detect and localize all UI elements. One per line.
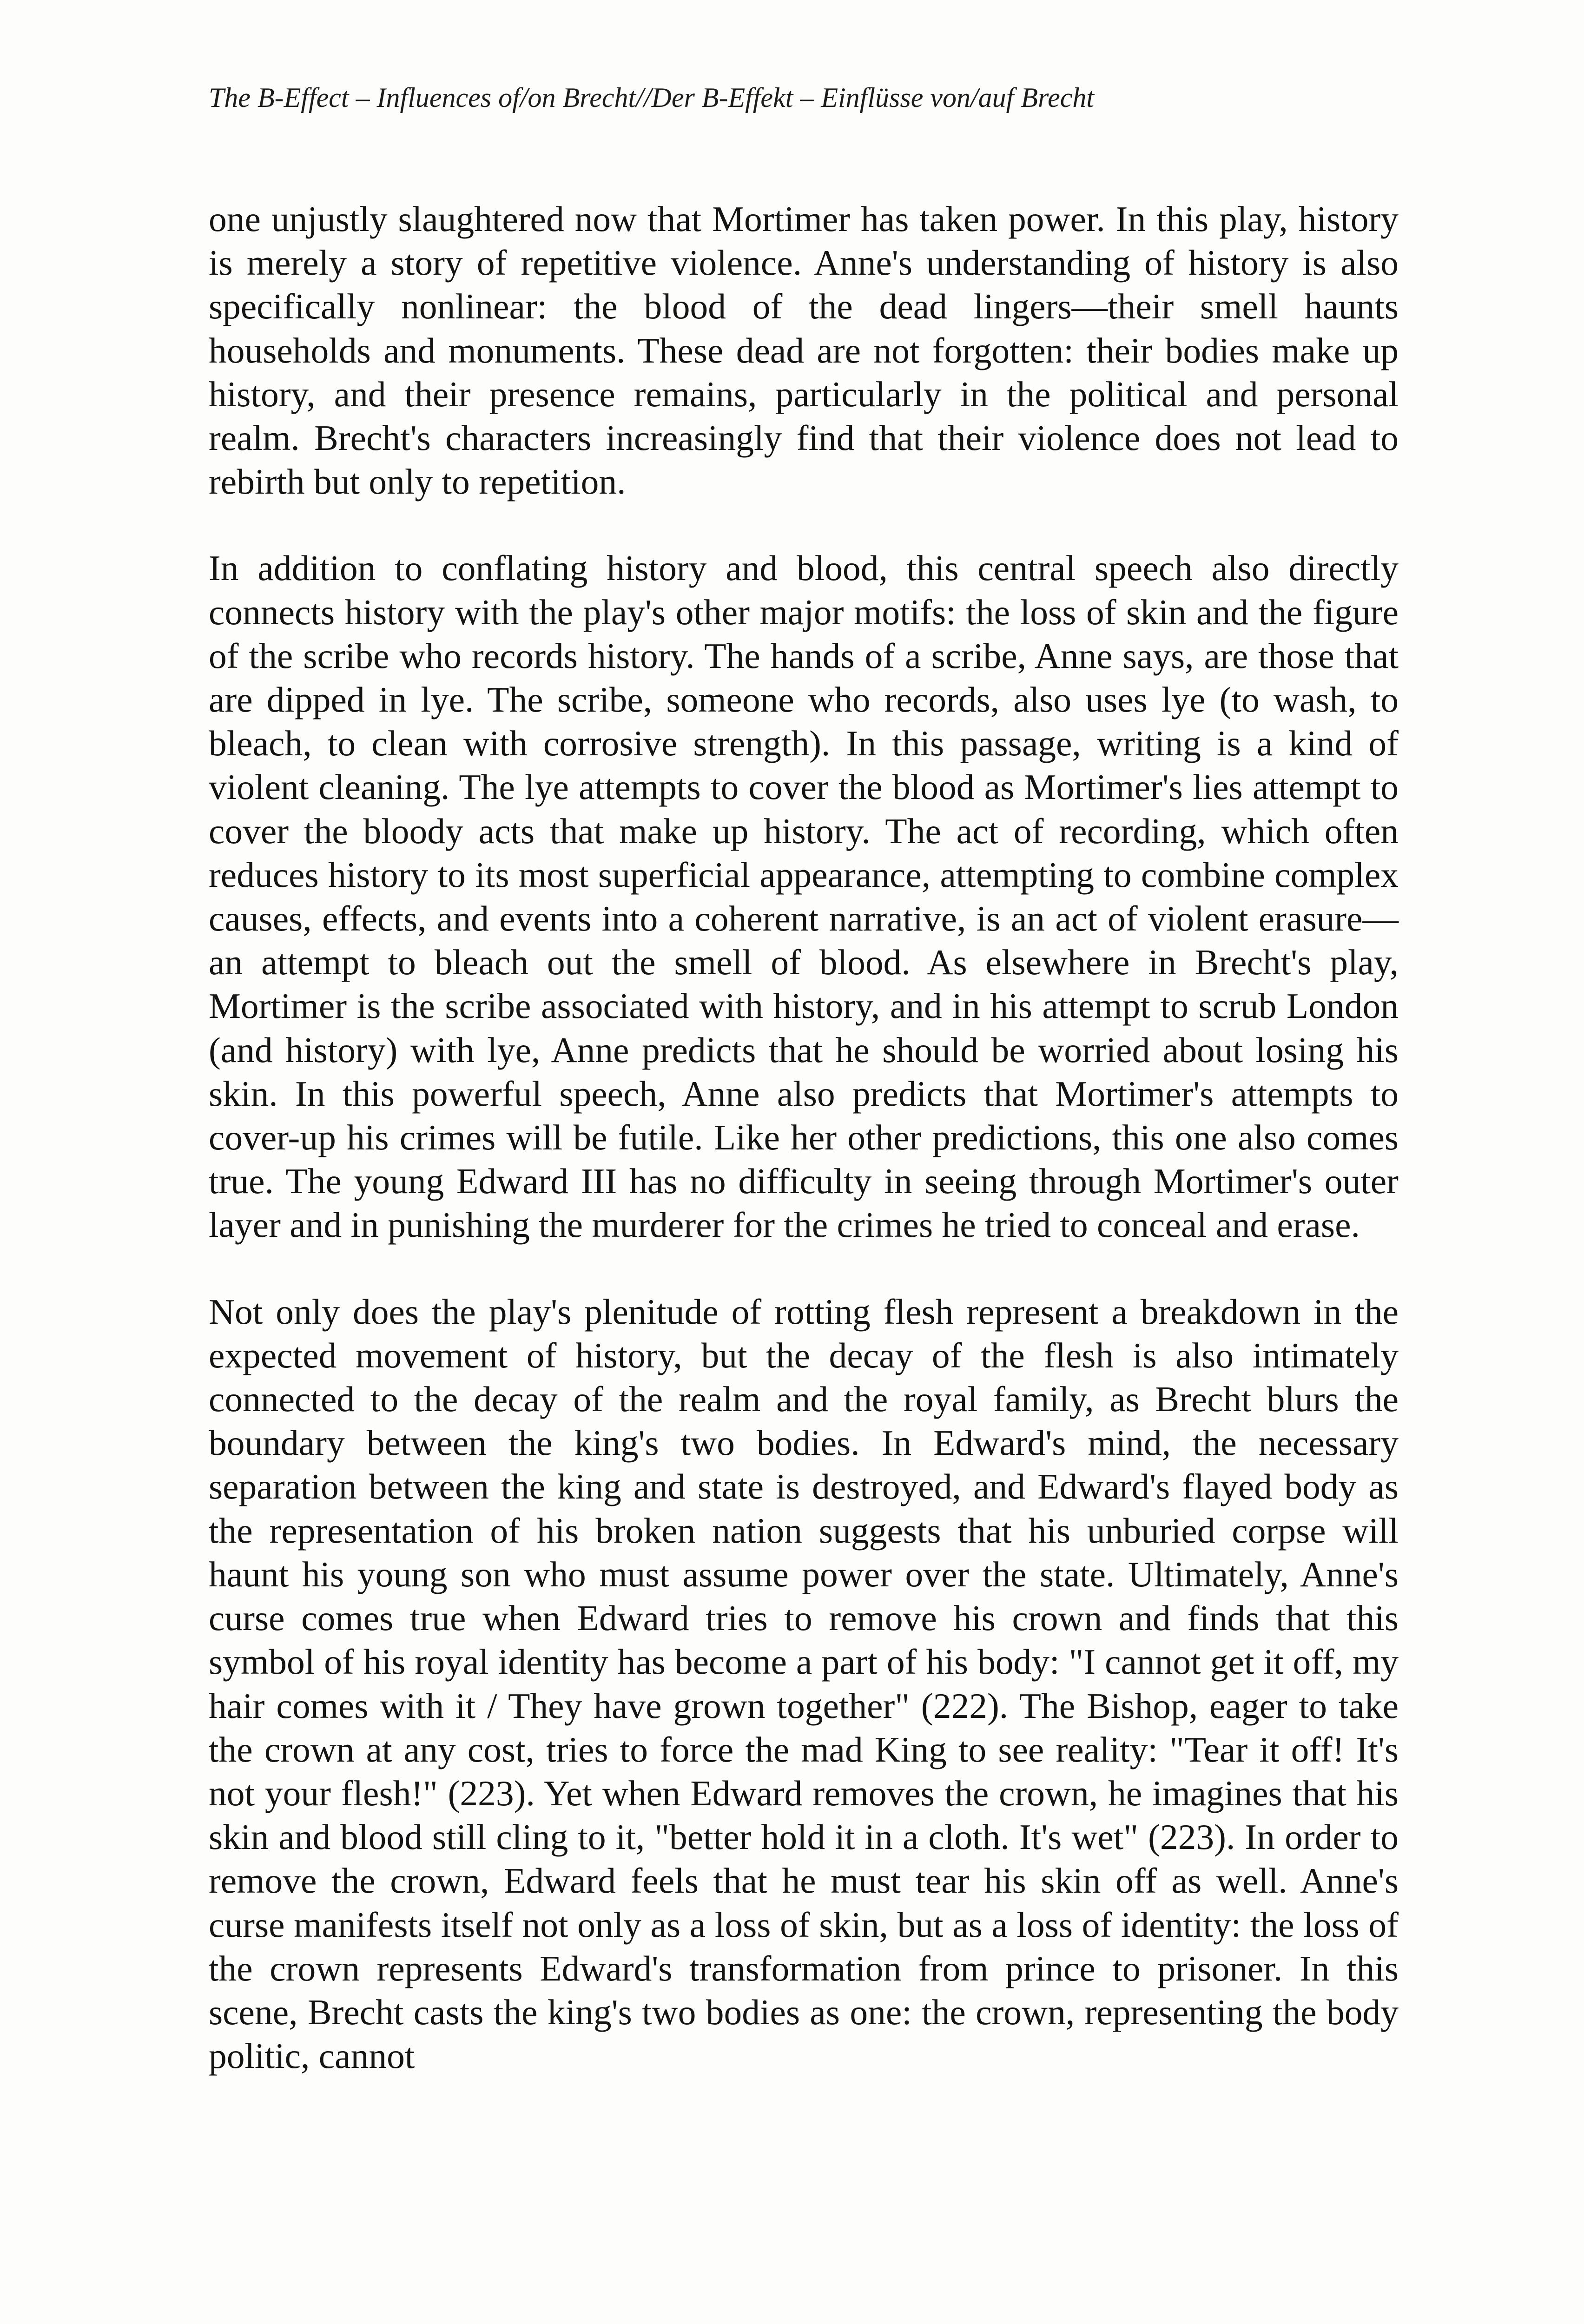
paragraph-2: In addition to conflating history and blood, this central speech also directly connects history with the play's other major motifs: the loss of skin and the figure of the scribe who records history. The hands of a scribe, Anne says, are those that are dipped in lye. The scribe, someone who records, also uses lye (to wash, to bleach, to clean with corrosive strength). In this passage, writing is a kind of violent cleaning. The lye attempts to cover the blood as Mortimer's lies attempt to cover the bloody acts that make up history. The act of recording, which often reduces history to its most superficial appearance, attempting to combine complex causes, effects, and events into a coherent narrative, is an act of violent erasure—an attempt to bleach out the smell of blood. As elsewhere in Brecht's play, Mortimer is the scribe associated with history, and in his attempt to scrub London (and history) with lye, Anne predicts that he should be worried about losing his skin. In this powerful speech, Anne also predicts that Mortimer's attempts to cover-up his crimes will be futile. Like her other predictions, this one also comes true. The young Edward III has no difficulty in seeing through Mortimer's outer layer and in punishing the murderer for the crimes he tried to conceal and erase.	[209, 548, 1399, 1245]
body-text	[209, 197, 1399, 2078]
running-head: The B-Effect – Influences of/on Brecht//Der B-Effekt – Einflüsse von/auf Brecht	[209, 82, 1095, 113]
paragraph-3: Not only does the play's plenitude of rotting flesh represent a breakdown in the expected movement of history, but the decay of the flesh is also intimately connected to the decay of the realm and the royal family, as Brecht blurs the boundary between the king's two bodies. In Edward's mind, the necessary separation between the king and state is destroyed, and Edward's flayed body as the representation of his broken nation suggests that his unburied corpse will haunt his young son who must assume power over the state. Ultimately, Anne's curse comes true when Edward tries to remove his crown and finds that this symbol of his royal identity has become a part of his body: "I cannot get it off, my hair comes with it / They have grown together" (222). The Bishop, eager to take the crown at any cost, tries to force the mad King to see reality: "Tear it off! It's not your flesh!" (223). Yet when Edward removes the crown, he imagines that his skin and blood still cling to it, "better hold it in a cloth. It's wet" (223). In order to remove the crown, Edward feels that he must tear his skin off as well. Anne's curse manifests itself not only as a loss of skin, but as a loss of identity: the loss of the crown represents Edward's transformation from prince to prisoner. In this scene, Brecht casts the king's two bodies as one: the crown, representing the body politic, cannot	[209, 1291, 1399, 2076]
paragraph-1: one unjustly slaughtered now that Mortimer has taken power. In this play, history is merely a story of repetitive violence. Anne's understanding of history is also specifically nonlinear: the blood of the dead lingers—their smell haunts households and monuments. These dead are not forgotten: their bodies make up history, and their presence remains, particularly in the political and personal realm. Brecht's characters increasingly find that their violence does not lead to rebirth but only to repetition.	[209, 199, 1399, 502]
